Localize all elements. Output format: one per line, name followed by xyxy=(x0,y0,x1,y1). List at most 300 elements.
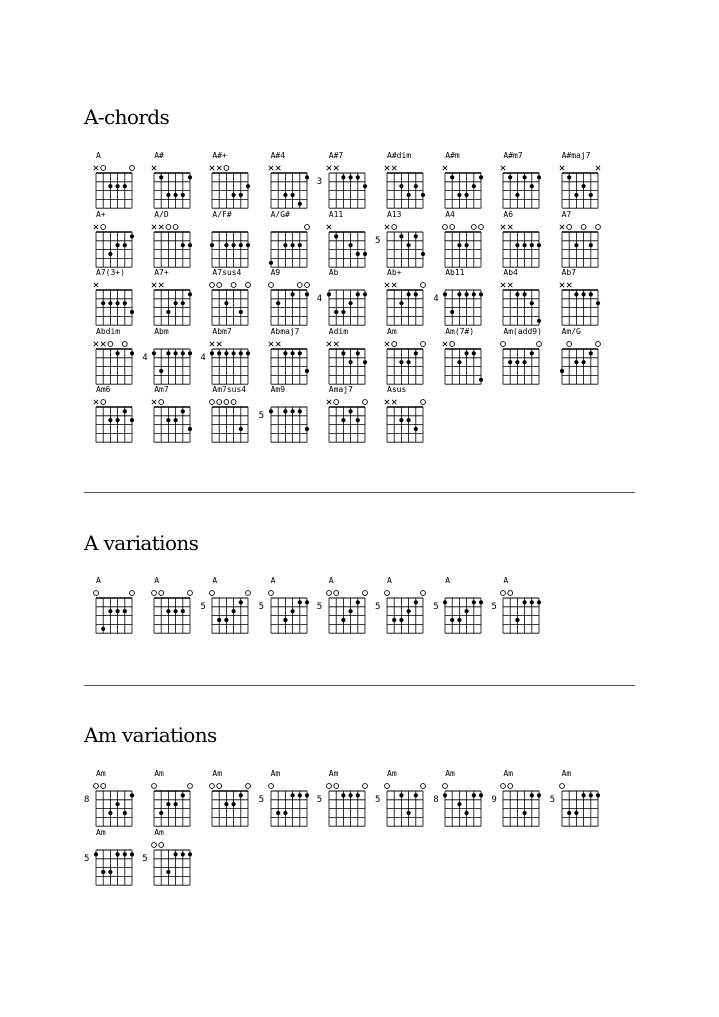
chord-diagram xyxy=(433,578,489,636)
fret-number: 5 xyxy=(433,602,439,613)
fretboard xyxy=(200,270,256,328)
finger-dot xyxy=(465,609,469,613)
chord-diagram xyxy=(84,153,140,211)
finger-dot xyxy=(537,243,541,247)
finger-dot xyxy=(341,418,345,422)
chord-name: Abdim xyxy=(96,326,121,336)
finger-dot xyxy=(108,811,112,815)
chord-diagram xyxy=(317,270,373,328)
chord-diagram xyxy=(550,326,606,387)
chord-name: A/F# xyxy=(212,209,232,219)
open-string-marker xyxy=(188,784,193,789)
fretboard xyxy=(317,326,373,387)
finger-dot xyxy=(450,618,454,622)
chord-diagram xyxy=(200,387,256,445)
open-string-marker xyxy=(166,224,171,229)
open-string-marker xyxy=(101,166,106,171)
fretboard xyxy=(375,578,431,636)
divider xyxy=(84,492,635,493)
muted-string-marker xyxy=(152,283,156,287)
finger-dot xyxy=(530,351,534,355)
chord-name: Am xyxy=(154,769,164,778)
open-string-marker xyxy=(421,341,426,346)
finger-dot xyxy=(559,368,563,372)
muted-string-marker xyxy=(559,224,563,228)
finger-dot xyxy=(101,869,105,873)
open-string-marker xyxy=(94,591,99,596)
open-string-marker xyxy=(566,341,571,346)
finger-dot xyxy=(188,852,192,856)
chord-name: A xyxy=(387,576,392,585)
chord-diagram xyxy=(375,153,431,211)
finger-dot xyxy=(290,609,294,613)
open-string-marker xyxy=(246,283,251,288)
fret-number: 5 xyxy=(200,602,206,613)
finger-dot xyxy=(166,869,170,873)
finger-dot xyxy=(341,310,345,314)
finger-dot xyxy=(355,175,359,179)
finger-dot xyxy=(246,184,250,188)
fretboard xyxy=(433,209,489,270)
open-string-marker xyxy=(501,591,506,596)
finger-dot xyxy=(188,292,192,296)
open-string-marker xyxy=(450,341,455,346)
fretboard xyxy=(142,209,198,270)
open-string-marker xyxy=(559,784,564,789)
open-string-marker xyxy=(217,283,222,288)
finger-dot xyxy=(457,193,461,197)
chord-diagram xyxy=(200,270,256,328)
fret-number: 5 xyxy=(491,602,497,613)
fretboard xyxy=(433,578,489,636)
finger-dot xyxy=(508,360,512,364)
muted-string-marker xyxy=(559,283,563,287)
open-string-marker xyxy=(304,224,309,229)
fretboard xyxy=(375,209,431,270)
finger-dot xyxy=(479,377,483,381)
chord-name: Am/G xyxy=(561,326,581,336)
finger-dot xyxy=(574,360,578,364)
open-string-marker xyxy=(508,591,513,596)
finger-dot xyxy=(457,802,461,806)
finger-dot xyxy=(188,427,192,431)
muted-string-marker xyxy=(101,341,105,345)
chord-name: Am xyxy=(387,326,397,336)
chord-name: Am(7#) xyxy=(445,326,475,336)
open-string-marker xyxy=(101,224,106,229)
finger-dot xyxy=(355,351,359,355)
fret-number: 5 xyxy=(316,795,323,806)
chord-name: Am xyxy=(96,769,106,778)
finger-dot xyxy=(472,793,476,797)
fretboard xyxy=(84,387,140,445)
muted-string-marker xyxy=(94,166,98,170)
chord-name: A7 xyxy=(561,209,572,219)
finger-dot xyxy=(355,292,359,296)
open-string-marker xyxy=(210,400,215,405)
finger-dot xyxy=(588,292,592,296)
chord-name: A7(3+) xyxy=(96,268,125,277)
open-string-marker xyxy=(217,784,222,789)
chord-diagram xyxy=(200,578,256,636)
chord-diagram xyxy=(433,771,489,829)
finger-dot xyxy=(457,360,461,364)
chord-diagram xyxy=(491,771,547,829)
fretboard xyxy=(433,326,489,387)
muted-string-marker xyxy=(392,283,396,287)
finger-dot xyxy=(276,811,280,815)
open-string-marker xyxy=(108,341,113,346)
fret-number: 4 xyxy=(316,294,323,305)
muted-string-marker xyxy=(327,400,331,404)
chord-name: Am xyxy=(154,827,164,837)
finger-dot xyxy=(363,251,367,255)
chord-name: A6 xyxy=(503,209,514,219)
finger-dot xyxy=(116,609,120,613)
open-string-marker xyxy=(392,224,397,229)
finger-dot xyxy=(574,193,578,197)
chord-name: A#maj7 xyxy=(561,151,591,160)
open-string-marker xyxy=(362,784,367,789)
open-string-marker xyxy=(304,283,309,288)
open-string-marker xyxy=(101,400,106,405)
finger-dot xyxy=(94,852,98,856)
chord-name: A/G# xyxy=(270,209,290,219)
chord-diagram xyxy=(375,387,431,445)
finger-dot xyxy=(297,351,301,355)
fretboard xyxy=(317,387,373,445)
finger-dot xyxy=(304,427,308,431)
finger-dot xyxy=(588,351,592,355)
chord-diagram xyxy=(317,387,373,445)
finger-dot xyxy=(188,351,192,355)
fretboard xyxy=(259,209,315,270)
finger-dot xyxy=(290,292,294,296)
chord-diagram xyxy=(259,387,315,445)
fretboard xyxy=(259,771,315,829)
finger-dot xyxy=(116,852,120,856)
chord-diagram xyxy=(491,153,547,211)
finger-dot xyxy=(108,869,112,873)
finger-dot xyxy=(516,193,520,197)
finger-dot xyxy=(232,802,236,806)
fret-number: 4 xyxy=(433,294,439,305)
finger-dot xyxy=(246,351,250,355)
finger-dot xyxy=(523,292,527,296)
finger-dot xyxy=(523,360,527,364)
fretboard xyxy=(142,771,198,829)
finger-dot xyxy=(181,301,185,305)
finger-dot xyxy=(290,409,294,413)
muted-string-marker xyxy=(327,341,331,345)
chord-name: A xyxy=(212,576,218,585)
finger-dot xyxy=(232,351,236,355)
muted-string-marker xyxy=(268,341,272,345)
finger-dot xyxy=(595,301,599,305)
open-string-marker xyxy=(210,283,215,288)
finger-dot xyxy=(479,793,483,797)
open-string-marker xyxy=(334,400,339,405)
open-string-marker xyxy=(421,283,426,288)
finger-dot xyxy=(457,292,461,296)
chord-name: Asus xyxy=(387,385,407,394)
chord-diagram xyxy=(84,827,140,888)
finger-dot xyxy=(283,618,287,622)
finger-dot xyxy=(304,175,308,179)
finger-dot xyxy=(239,193,243,197)
fretboard xyxy=(200,153,256,211)
open-string-marker xyxy=(421,591,426,596)
chord-name: Ab7 xyxy=(561,268,577,277)
finger-dot xyxy=(472,184,476,188)
fretboard xyxy=(550,270,606,328)
finger-dot xyxy=(355,418,359,422)
chord-name: A7sus4 xyxy=(212,268,242,277)
open-string-marker xyxy=(595,224,600,229)
fretboard xyxy=(375,326,431,387)
open-string-marker xyxy=(421,400,426,405)
finger-dot xyxy=(130,852,134,856)
chord-diagram xyxy=(433,326,489,387)
open-string-marker xyxy=(450,224,455,229)
chord-name: A xyxy=(96,576,101,585)
finger-dot xyxy=(567,175,571,179)
muted-string-marker xyxy=(94,341,98,345)
muted-string-marker xyxy=(94,283,98,287)
open-string-marker xyxy=(326,591,331,596)
finger-dot xyxy=(246,243,250,247)
open-string-marker xyxy=(268,283,273,288)
finger-dot xyxy=(399,418,403,422)
chord-name: A11 xyxy=(328,209,344,219)
chord-name: A#7 xyxy=(328,151,344,160)
open-string-marker xyxy=(537,341,542,346)
chord-name: A xyxy=(445,576,451,585)
chord-diagram xyxy=(142,153,198,211)
open-string-marker xyxy=(224,166,229,171)
finger-dot xyxy=(123,609,127,613)
chord-name: Am7 xyxy=(154,385,169,394)
finger-dot xyxy=(116,351,120,355)
chord-name: Ab+ xyxy=(387,268,402,277)
finger-dot xyxy=(232,243,236,247)
fretboard xyxy=(84,578,140,636)
open-string-marker xyxy=(334,591,339,596)
finger-dot xyxy=(166,609,170,613)
chord-diagram xyxy=(259,326,315,387)
muted-string-marker xyxy=(334,166,338,170)
finger-dot xyxy=(181,793,185,797)
section-title-am-variations: Am variations xyxy=(84,723,217,747)
open-string-marker xyxy=(152,842,157,847)
finger-dot xyxy=(297,409,301,413)
fret-number: 5 xyxy=(258,411,265,422)
chord-name: A xyxy=(328,576,334,585)
finger-dot xyxy=(210,351,214,355)
chord-name: Ab xyxy=(328,268,339,277)
muted-string-marker xyxy=(567,283,571,287)
fretboard xyxy=(550,209,606,270)
muted-string-marker xyxy=(159,283,163,287)
muted-string-marker xyxy=(443,166,447,170)
chord-diagram xyxy=(317,153,373,211)
finger-dot xyxy=(123,243,127,247)
finger-dot xyxy=(399,618,403,622)
muted-string-marker xyxy=(385,224,389,228)
fretboard xyxy=(84,827,140,888)
finger-dot xyxy=(399,793,403,797)
chord-diagram xyxy=(375,270,431,328)
chord-diagram xyxy=(317,209,373,270)
chord-diagram xyxy=(84,209,140,270)
chord-name: Abmaj7 xyxy=(270,326,300,336)
chord-name: A+ xyxy=(96,209,106,219)
finger-dot xyxy=(232,193,236,197)
fretboard xyxy=(433,771,489,829)
chord-name: A7+ xyxy=(154,268,169,277)
fretboard xyxy=(84,771,140,829)
open-string-marker xyxy=(159,842,164,847)
finger-dot xyxy=(225,351,229,355)
chord-name: A#+ xyxy=(212,151,227,160)
open-string-marker xyxy=(173,224,178,229)
chord-diagram xyxy=(491,209,547,270)
muted-string-marker xyxy=(385,400,389,404)
finger-dot xyxy=(341,793,345,797)
chord-diagram xyxy=(200,153,256,211)
finger-dot xyxy=(232,609,236,613)
fret-number: 5 xyxy=(549,795,556,806)
open-string-marker xyxy=(479,224,484,229)
fretboard xyxy=(375,270,431,328)
finger-dot xyxy=(530,301,534,305)
finger-dot xyxy=(421,193,425,197)
finger-dot xyxy=(297,600,301,604)
open-string-marker xyxy=(581,224,586,229)
finger-dot xyxy=(421,251,425,255)
finger-dot xyxy=(166,310,170,314)
fretboard xyxy=(550,771,606,829)
finger-dot xyxy=(268,260,272,264)
fretboard xyxy=(433,153,489,211)
finger-dot xyxy=(472,292,476,296)
finger-dot xyxy=(341,618,345,622)
muted-string-marker xyxy=(152,224,156,228)
fretboard xyxy=(142,270,198,328)
chord-name: A13 xyxy=(387,209,402,219)
finger-dot xyxy=(239,600,243,604)
fret-number: 5 xyxy=(375,235,381,246)
finger-dot xyxy=(355,251,359,255)
chord-name: Am9 xyxy=(270,385,286,394)
open-string-marker xyxy=(159,400,164,405)
finger-dot xyxy=(108,609,112,613)
chord-name: A xyxy=(270,576,276,585)
fret-number: 5 xyxy=(258,602,265,613)
fretboard xyxy=(200,387,256,445)
fret-number: 5 xyxy=(84,853,90,864)
open-string-marker xyxy=(362,591,367,596)
finger-dot xyxy=(516,243,520,247)
section-title-a-variations: A variations xyxy=(84,531,199,555)
muted-string-marker xyxy=(508,224,512,228)
finger-dot xyxy=(130,793,134,797)
chord-diagram xyxy=(375,771,431,829)
finger-dot xyxy=(225,618,229,622)
chord-name: A/D xyxy=(154,209,169,219)
muted-string-marker xyxy=(508,283,512,287)
chord-name: Am xyxy=(387,769,397,778)
chord-diagram xyxy=(259,771,315,829)
open-string-marker xyxy=(152,591,157,596)
finger-dot xyxy=(123,852,127,856)
finger-dot xyxy=(210,243,214,247)
finger-dot xyxy=(407,360,411,364)
finger-dot xyxy=(297,202,301,206)
fret-number: 5 xyxy=(258,795,265,806)
fretboard xyxy=(200,209,256,270)
muted-string-marker xyxy=(501,283,505,287)
fretboard xyxy=(84,270,140,328)
chord-name: A xyxy=(96,151,101,160)
finger-dot xyxy=(101,301,105,305)
fretboard xyxy=(433,270,489,328)
finger-dot xyxy=(516,618,520,622)
muted-string-marker xyxy=(210,341,214,345)
fret-number: 5 xyxy=(375,602,381,613)
open-string-marker xyxy=(392,341,397,346)
finger-dot xyxy=(188,175,192,179)
fretboard xyxy=(317,209,373,270)
finger-dot xyxy=(348,793,352,797)
muted-string-marker xyxy=(334,341,338,345)
finger-dot xyxy=(399,301,403,305)
finger-dot xyxy=(290,193,294,197)
finger-dot xyxy=(407,609,411,613)
finger-dot xyxy=(159,811,163,815)
finger-dot xyxy=(530,184,534,188)
open-string-marker xyxy=(501,341,506,346)
finger-dot xyxy=(108,251,112,255)
finger-dot xyxy=(304,292,308,296)
open-string-marker xyxy=(232,400,237,405)
finger-dot xyxy=(472,600,476,604)
fretboard xyxy=(259,387,315,445)
fretboard xyxy=(317,771,373,829)
chord-diagram xyxy=(317,578,373,636)
finger-dot xyxy=(407,193,411,197)
chord-name: Am xyxy=(96,827,106,837)
chord-diagram xyxy=(375,326,431,387)
finger-dot xyxy=(174,301,178,305)
open-string-marker xyxy=(217,400,222,405)
finger-dot xyxy=(523,600,527,604)
finger-dot xyxy=(414,427,418,431)
finger-dot xyxy=(166,351,170,355)
fret-number: 4 xyxy=(142,352,148,363)
finger-dot xyxy=(530,793,534,797)
chord-diagram xyxy=(375,578,431,636)
finger-dot xyxy=(537,793,541,797)
muted-string-marker xyxy=(94,400,98,404)
finger-dot xyxy=(508,175,512,179)
open-string-marker xyxy=(443,224,448,229)
finger-dot xyxy=(588,793,592,797)
finger-dot xyxy=(588,193,592,197)
chord-diagram xyxy=(491,326,547,387)
finger-dot xyxy=(457,618,461,622)
fretboard xyxy=(84,326,140,387)
